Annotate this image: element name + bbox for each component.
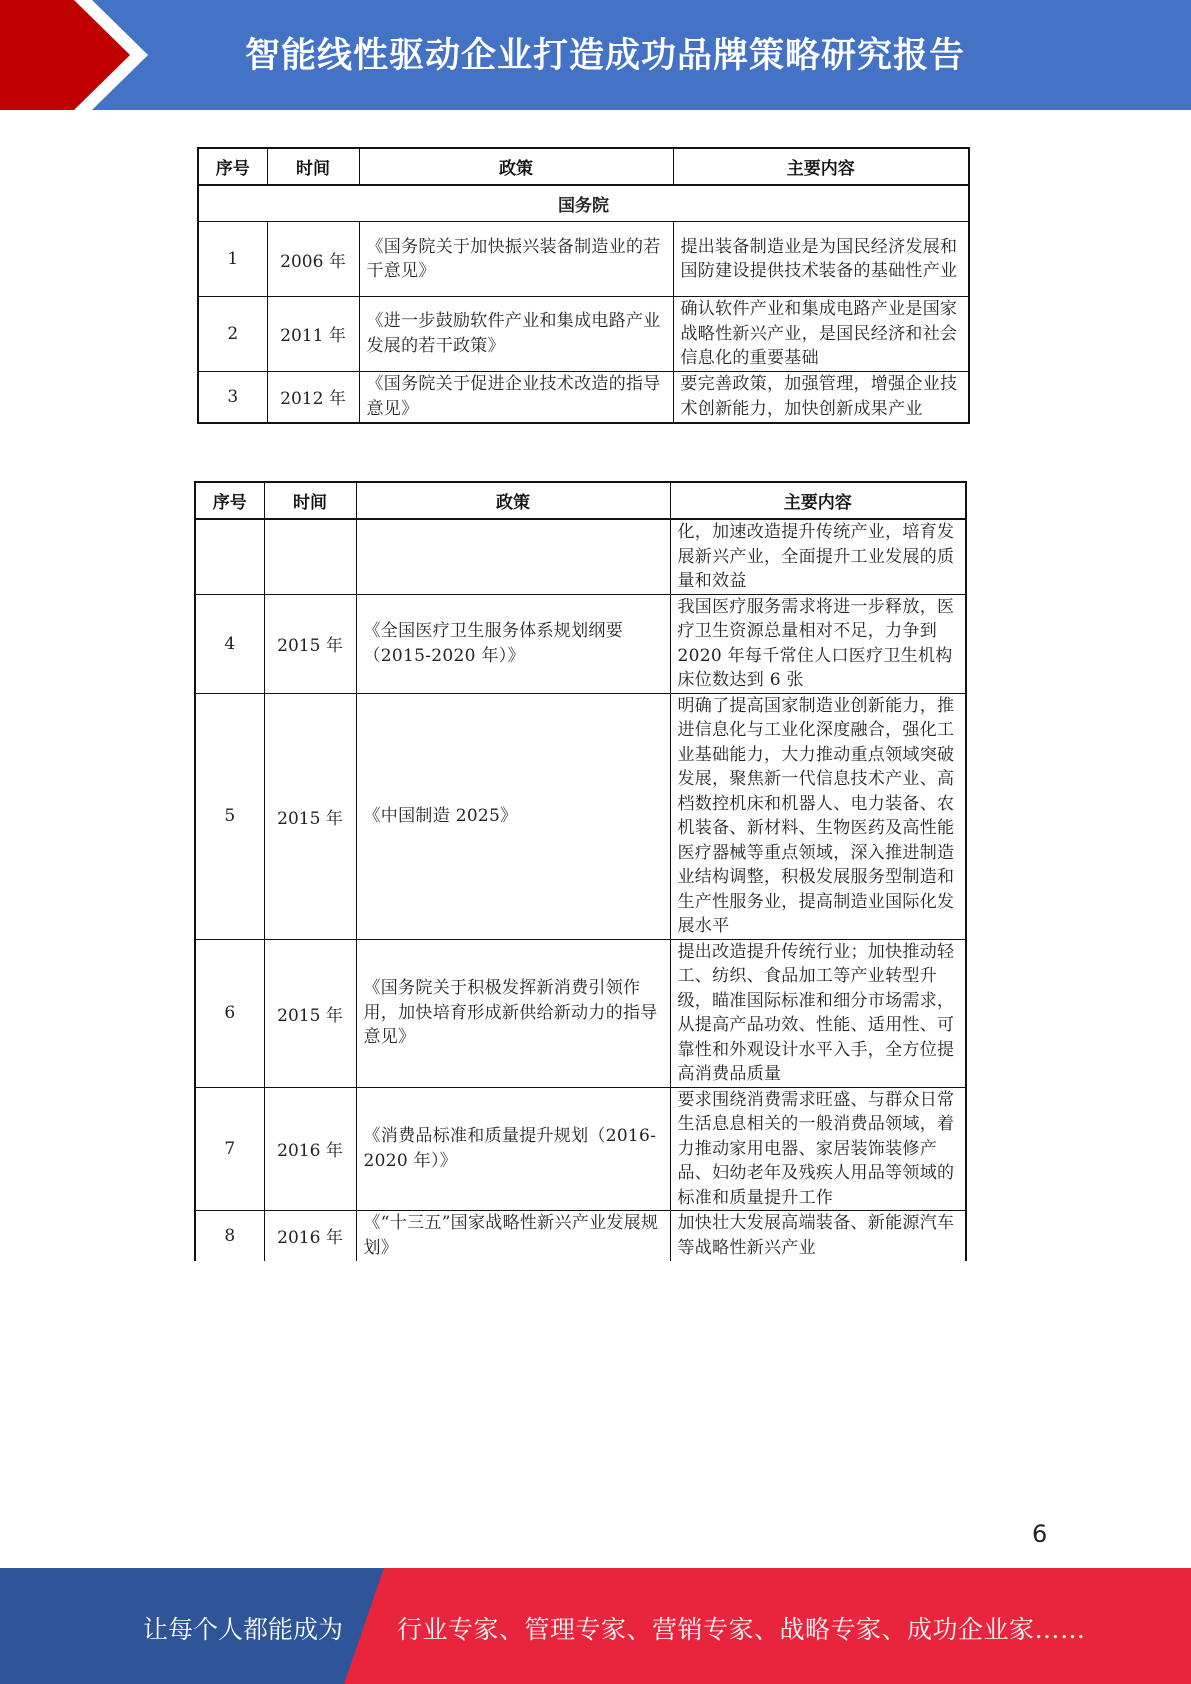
row-year: 2006 年 (267, 222, 359, 297)
column-header-policy: 政策 (359, 148, 673, 185)
row-policy: 《国务院关于促进企业技术改造的指导意见》 (359, 371, 673, 423)
table-header-row (198, 148, 969, 185)
column-header-number: 序号 (198, 148, 267, 185)
row-policy: 《中国制造 2025》 (356, 693, 670, 939)
table-row (195, 519, 966, 594)
row-content: 明确了提高国家制造业创新能力，推进信息化与工业化深度融合，强化工业基础能力，大力推动重点领域突破发展，聚焦新一代信息技术产业、高档数控机床和机器人、电力装备、农机装备、新材料、生物医药及高性能医疗器械等重点领域，深入推进制造业结构调整，积极发展服务型制造和生产性服务业，提高制造业国际化发展水平 (670, 693, 966, 939)
section-title: 国务院 (198, 185, 969, 222)
row-content: 要完善政策，加强管理，增强企业技术创新能力，加快创新成果产业 (673, 371, 969, 423)
row-year: 2015 年 (264, 939, 356, 1087)
table-row (195, 1087, 966, 1211)
header-chevron-icon (0, 0, 160, 110)
footer-slogan-left: 让每个人都能成为 (143, 1615, 344, 1644)
row-number: 3 (198, 371, 267, 423)
column-header-policy: 政策 (356, 482, 670, 519)
table-row (195, 693, 966, 939)
table-row (195, 594, 966, 693)
row-content: 我国医疗服务需求将进一步释放，医疗卫生资源总量相对不足，力争到 2020 年每千常住人口医疗卫生机构床位数达到 6 张 (670, 594, 966, 693)
page-footer (0, 1568, 1191, 1684)
row-number: 5 (195, 693, 264, 939)
column-header-content: 主要内容 (670, 482, 966, 519)
column-header-time: 时间 (267, 148, 359, 185)
page-header (0, 0, 1191, 110)
row-number: 7 (195, 1087, 264, 1211)
footer-slogan-right: 行业专家、管理专家、营销专家、战略专家、成功企业家…… (397, 1615, 1086, 1644)
report-title: 智能线性驱动企业打造成功品牌策略研究报告 (245, 36, 966, 76)
row-content: 加快壮大发展高端装备、新能源汽车等战略性新兴产业 (670, 1211, 966, 1261)
row-year (264, 519, 356, 594)
row-content: 提出改造提升传统行业；加快推动轻工、纺织、食品加工等产业转型升级，瞄准国际标准和细分市场需求，从提高产品功效、性能、适用性、可靠性和外观设计水平入手，全方位提高消费品质量 (670, 939, 966, 1087)
row-policy: 《消费品标准和质量提升规划（2016-2020 年）》 (356, 1087, 670, 1211)
column-header-content: 主要内容 (673, 148, 969, 185)
table-header-row (195, 482, 966, 519)
row-number: 2 (198, 297, 267, 372)
row-year: 2016 年 (264, 1087, 356, 1211)
row-content: 化，加速改造提升传统产业，培育发展新兴产业，全面提升工业发展的质量和效益 (670, 519, 966, 594)
row-year: 2011 年 (267, 297, 359, 372)
row-number (195, 519, 264, 594)
row-year: 2015 年 (264, 594, 356, 693)
policy-table-1 (197, 147, 970, 424)
row-policy (356, 519, 670, 594)
row-number: 6 (195, 939, 264, 1087)
section-row (198, 185, 969, 222)
row-year: 2016 年 (264, 1211, 356, 1261)
row-content: 确认软件产业和集成电路产业是国家战略性新兴产业，是国民经济和社会信息化的重要基础 (673, 297, 969, 372)
row-policy: 《进一步鼓励软件产业和集成电路产业发展的若干政策》 (359, 297, 673, 372)
row-number: 4 (195, 594, 264, 693)
row-policy: 《国务院关于积极发挥新消费引领作用，加快培育形成新供给新动力的指导意见》 (356, 939, 670, 1087)
row-year: 2015 年 (264, 693, 356, 939)
row-number: 8 (195, 1211, 264, 1261)
table-row (198, 297, 969, 372)
row-year: 2012 年 (267, 371, 359, 423)
table-row (195, 1211, 966, 1261)
row-number: 1 (198, 222, 267, 297)
page-number: 6 (1032, 1520, 1048, 1548)
row-content: 提出装备制造业是为国民经济发展和国防建设提供技术装备的基础性产业 (673, 222, 969, 297)
row-policy: 《国务院关于加快振兴装备制造业的若干意见》 (359, 222, 673, 297)
row-policy: 《全国医疗卫生服务体系规划纲要（2015-2020 年）》 (356, 594, 670, 693)
column-header-number: 序号 (195, 482, 264, 519)
row-policy: 《“十三五”国家战略性新兴产业发展规划》 (356, 1211, 670, 1261)
policy-table-2 (194, 481, 967, 1261)
column-header-time: 时间 (264, 482, 356, 519)
table-row (195, 939, 966, 1087)
row-content: 要求围绕消费需求旺盛、与群众日常生活息息相关的一般消费品领域，着力推动家用电器、家居装饰装修产品、妇幼老年及残疾人用品等领域的标准和质量提升工作 (670, 1087, 966, 1211)
table-row (198, 371, 969, 423)
table-row (198, 222, 969, 297)
